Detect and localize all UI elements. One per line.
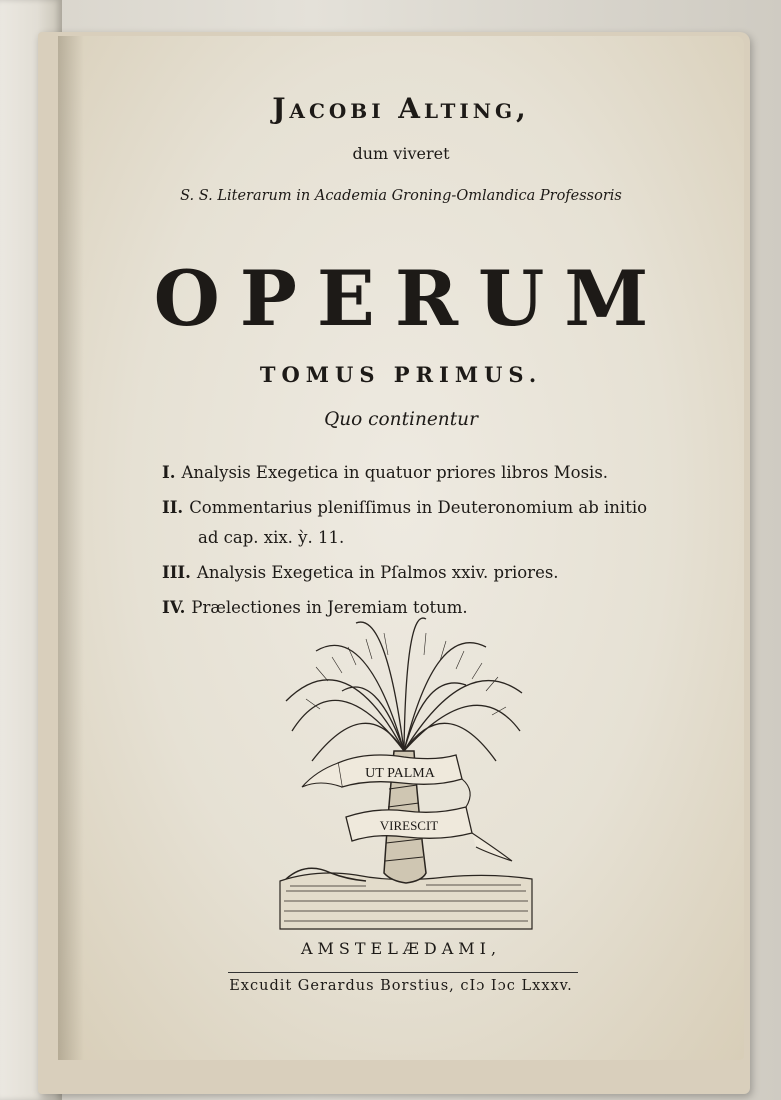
volume-title: TOMUS PRIMUS. <box>259 362 543 387</box>
contents-item-number: IV. <box>162 598 186 617</box>
contents-list <box>162 458 722 628</box>
contents-item-number: I. <box>162 463 176 482</box>
contents-item-number: III. <box>162 563 191 582</box>
quo-continentur-line: Quo continentur <box>324 409 478 430</box>
motto-line-1: UT PALMA <box>365 766 435 781</box>
contents-item <box>162 493 722 553</box>
contents-item-number: II. <box>162 498 184 517</box>
contents-item-text: Commentarius pleniſſimus in Deuteronomium ab initio <box>189 498 648 517</box>
title-page <box>58 36 744 1060</box>
imprint-rule <box>228 972 578 973</box>
dum-viveret-line: dum viveret <box>352 144 450 163</box>
contents-item-continuation: ad cap. xix. ỳ. 11. <box>198 528 345 547</box>
contents-item-text: Analysis Exegetica in quatuor priores libros Mosis. <box>181 463 609 482</box>
contents-item <box>162 458 722 488</box>
contents-item-text: Prælectiones in Jeremiam totum. <box>191 598 468 617</box>
imprint-printer-line: Excudit Gerardus Borstius, cIɔ Iɔc Lxxxv. <box>229 978 573 994</box>
contents-item-text: Analysis Exegetica in Pſalmos xxiv. priores. <box>196 563 559 582</box>
main-title: OPERUM <box>153 254 669 343</box>
palm-tree-printers-device <box>276 611 536 936</box>
palm-fronds <box>286 618 522 761</box>
contents-item <box>162 558 722 588</box>
imprint-city: AMSTELÆDAMI, <box>300 939 502 958</box>
motto-line-2: VIRESCIT <box>379 818 439 833</box>
professorship-line: S. S. Literarum in Academia Groning-Omlandica Professoris <box>180 188 622 204</box>
author-name: Jacobi Alting, <box>272 92 530 125</box>
